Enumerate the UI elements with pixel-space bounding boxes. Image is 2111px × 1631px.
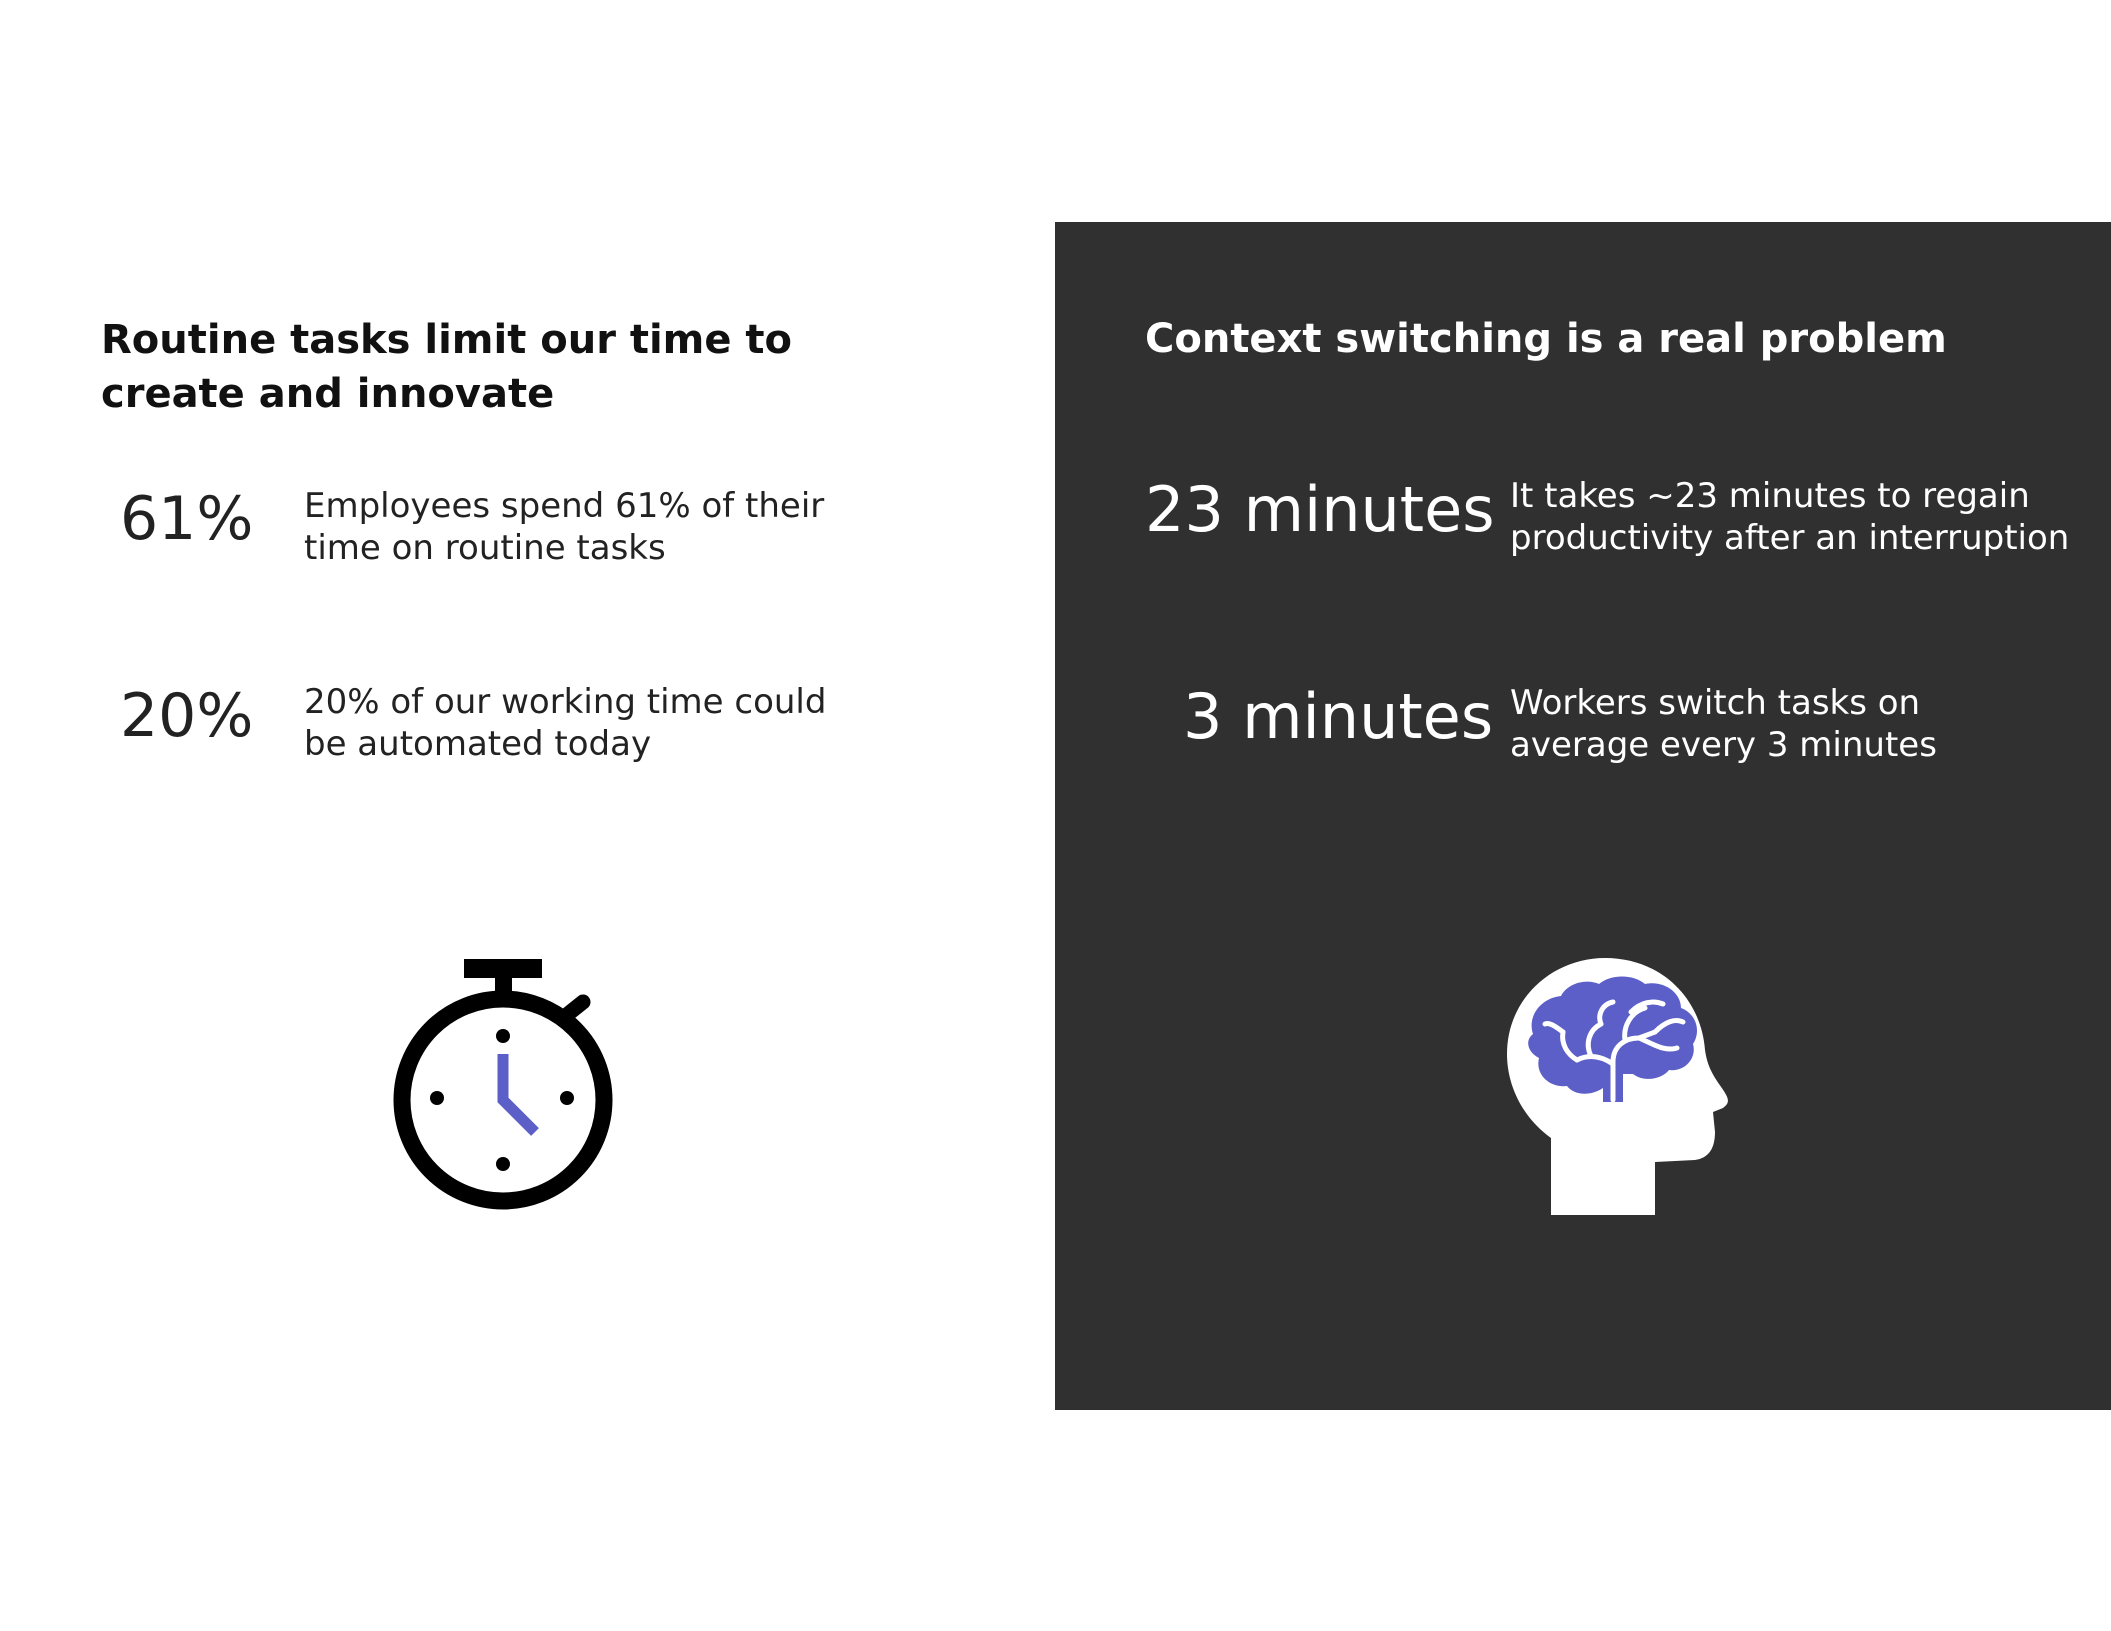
brain-head-icon xyxy=(1505,952,1745,1222)
stat-value-23-minutes: 23 minutes xyxy=(1145,473,1495,546)
stat-value-20-percent: 20% xyxy=(120,681,254,751)
stat-value-61-percent: 61% xyxy=(120,484,254,554)
right-heading: Context switching is a real problem xyxy=(1145,316,1947,362)
stopwatch-icon xyxy=(385,950,625,1220)
left-panel xyxy=(0,0,1055,1631)
stat-description-switch-tasks: Workers switch tasks on average every 3 minutes xyxy=(1510,683,1937,765)
stat-description-routine-tasks: Employees spend 61% of their time on routine tasks xyxy=(304,486,825,568)
right-panel xyxy=(1055,222,2111,1410)
stat-value-3-minutes: 3 minutes xyxy=(1183,680,1494,753)
stat-description-regain-productivity: It takes ~23 minutes to regain productivity after an interruption xyxy=(1510,476,2070,558)
left-heading: Routine tasks limit our time to create and innovate xyxy=(101,317,793,417)
stat-description-automated: 20% of our working time could be automated today xyxy=(304,682,827,764)
